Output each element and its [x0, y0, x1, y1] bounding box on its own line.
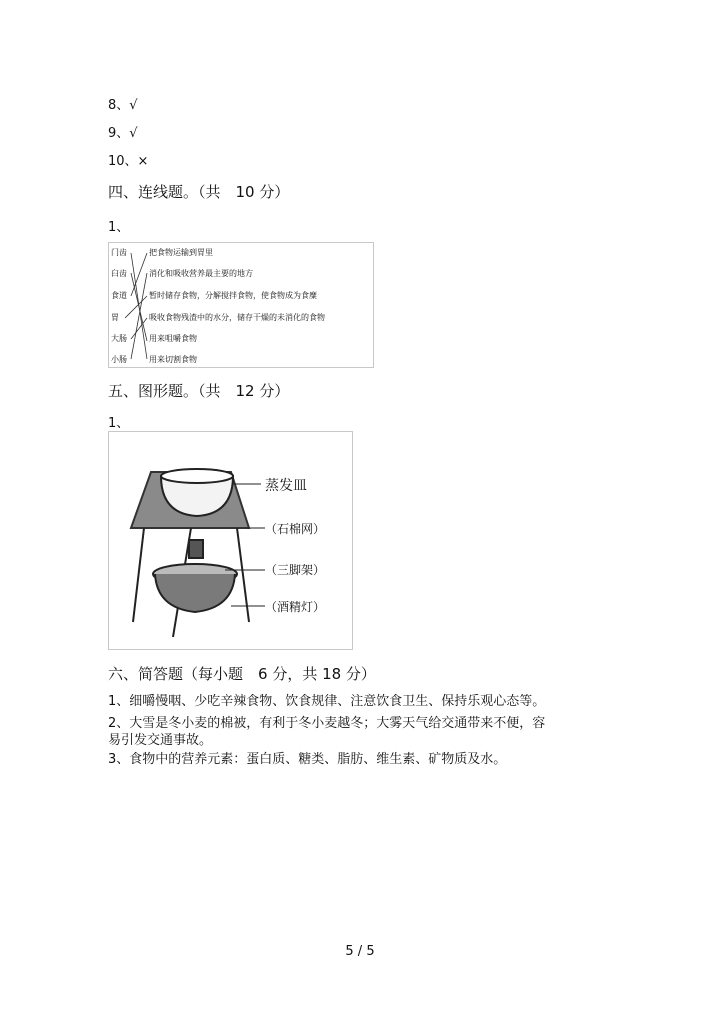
- match-line-5: [131, 318, 147, 339]
- match-line-4: [125, 296, 147, 318]
- answer-6-2b: 易引发交通事故。: [108, 733, 213, 748]
- lamp-label: （酒精灯）: [265, 600, 326, 614]
- function-label: 吸收食物残渣中的水分，储存干燥的未消化的食物: [149, 313, 325, 322]
- answer-8: 8、√: [108, 98, 138, 113]
- section-4-title: 四、连线题。（共 10 分）: [108, 183, 290, 201]
- page-number: 5 / 5: [345, 944, 375, 959]
- tripod-leg: [133, 528, 144, 622]
- function-label: 用来切割食物: [149, 355, 197, 364]
- section-5-title: 五、图形题。（共 12 分）: [108, 382, 290, 400]
- gauze-label: （石棉网）: [265, 522, 326, 536]
- apparatus-drawing: [109, 432, 352, 649]
- match-line-2: [131, 273, 147, 341]
- apparatus-figure: [108, 431, 353, 650]
- organ-label: 大肠: [111, 334, 127, 343]
- matching-figure: [108, 242, 374, 368]
- matching-lines: [109, 243, 373, 367]
- function-label: 用来咀嚼食物: [149, 334, 197, 343]
- function-label: 暂时储存食物，分解搅拌食物，使食物成为食糜: [149, 291, 317, 300]
- dish-label: 蒸发皿: [265, 478, 307, 494]
- match-line-6: [131, 273, 147, 359]
- answer-9: 9、√: [108, 126, 138, 141]
- dish-rim: [161, 469, 233, 483]
- match-line-3: [131, 253, 147, 296]
- answer-6-3: 3、食物中的营养元素：蛋白质、糖类、脂肪、维生素、矿物质及水。: [108, 752, 507, 767]
- organ-label: 胃: [111, 313, 119, 322]
- tripod-leg: [237, 528, 249, 622]
- section-4-item-1: 1、: [108, 220, 130, 235]
- answer-6-2a: 2、大雪是冬小麦的棉被，有利于冬小麦越冬；大雾天气给交通带来不便，容: [108, 716, 546, 731]
- function-label: 消化和吸收营养最主要的地方: [149, 269, 253, 278]
- function-label: 把食物运输到胃里: [149, 248, 213, 257]
- organ-label: 食道: [111, 291, 127, 300]
- answer-6-1: 1、细嚼慢咽、少吃辛辣食物、饮食规律、注意饮食卫生、保持乐观心态等。: [108, 694, 546, 709]
- answer-10: 10、×: [108, 154, 149, 169]
- section-5-item-1: 1、: [108, 416, 130, 431]
- tripod-label: （三脚架）: [265, 563, 326, 577]
- lamp-body: [155, 574, 235, 612]
- organ-label: 门齿: [111, 248, 127, 257]
- lamp-wick-holder: [189, 540, 203, 558]
- organ-label: 小肠: [111, 355, 127, 364]
- section-6-title: 六、简答题（每小题 6 分，共 18 分）: [108, 665, 376, 683]
- organ-label: 臼齿: [111, 269, 127, 278]
